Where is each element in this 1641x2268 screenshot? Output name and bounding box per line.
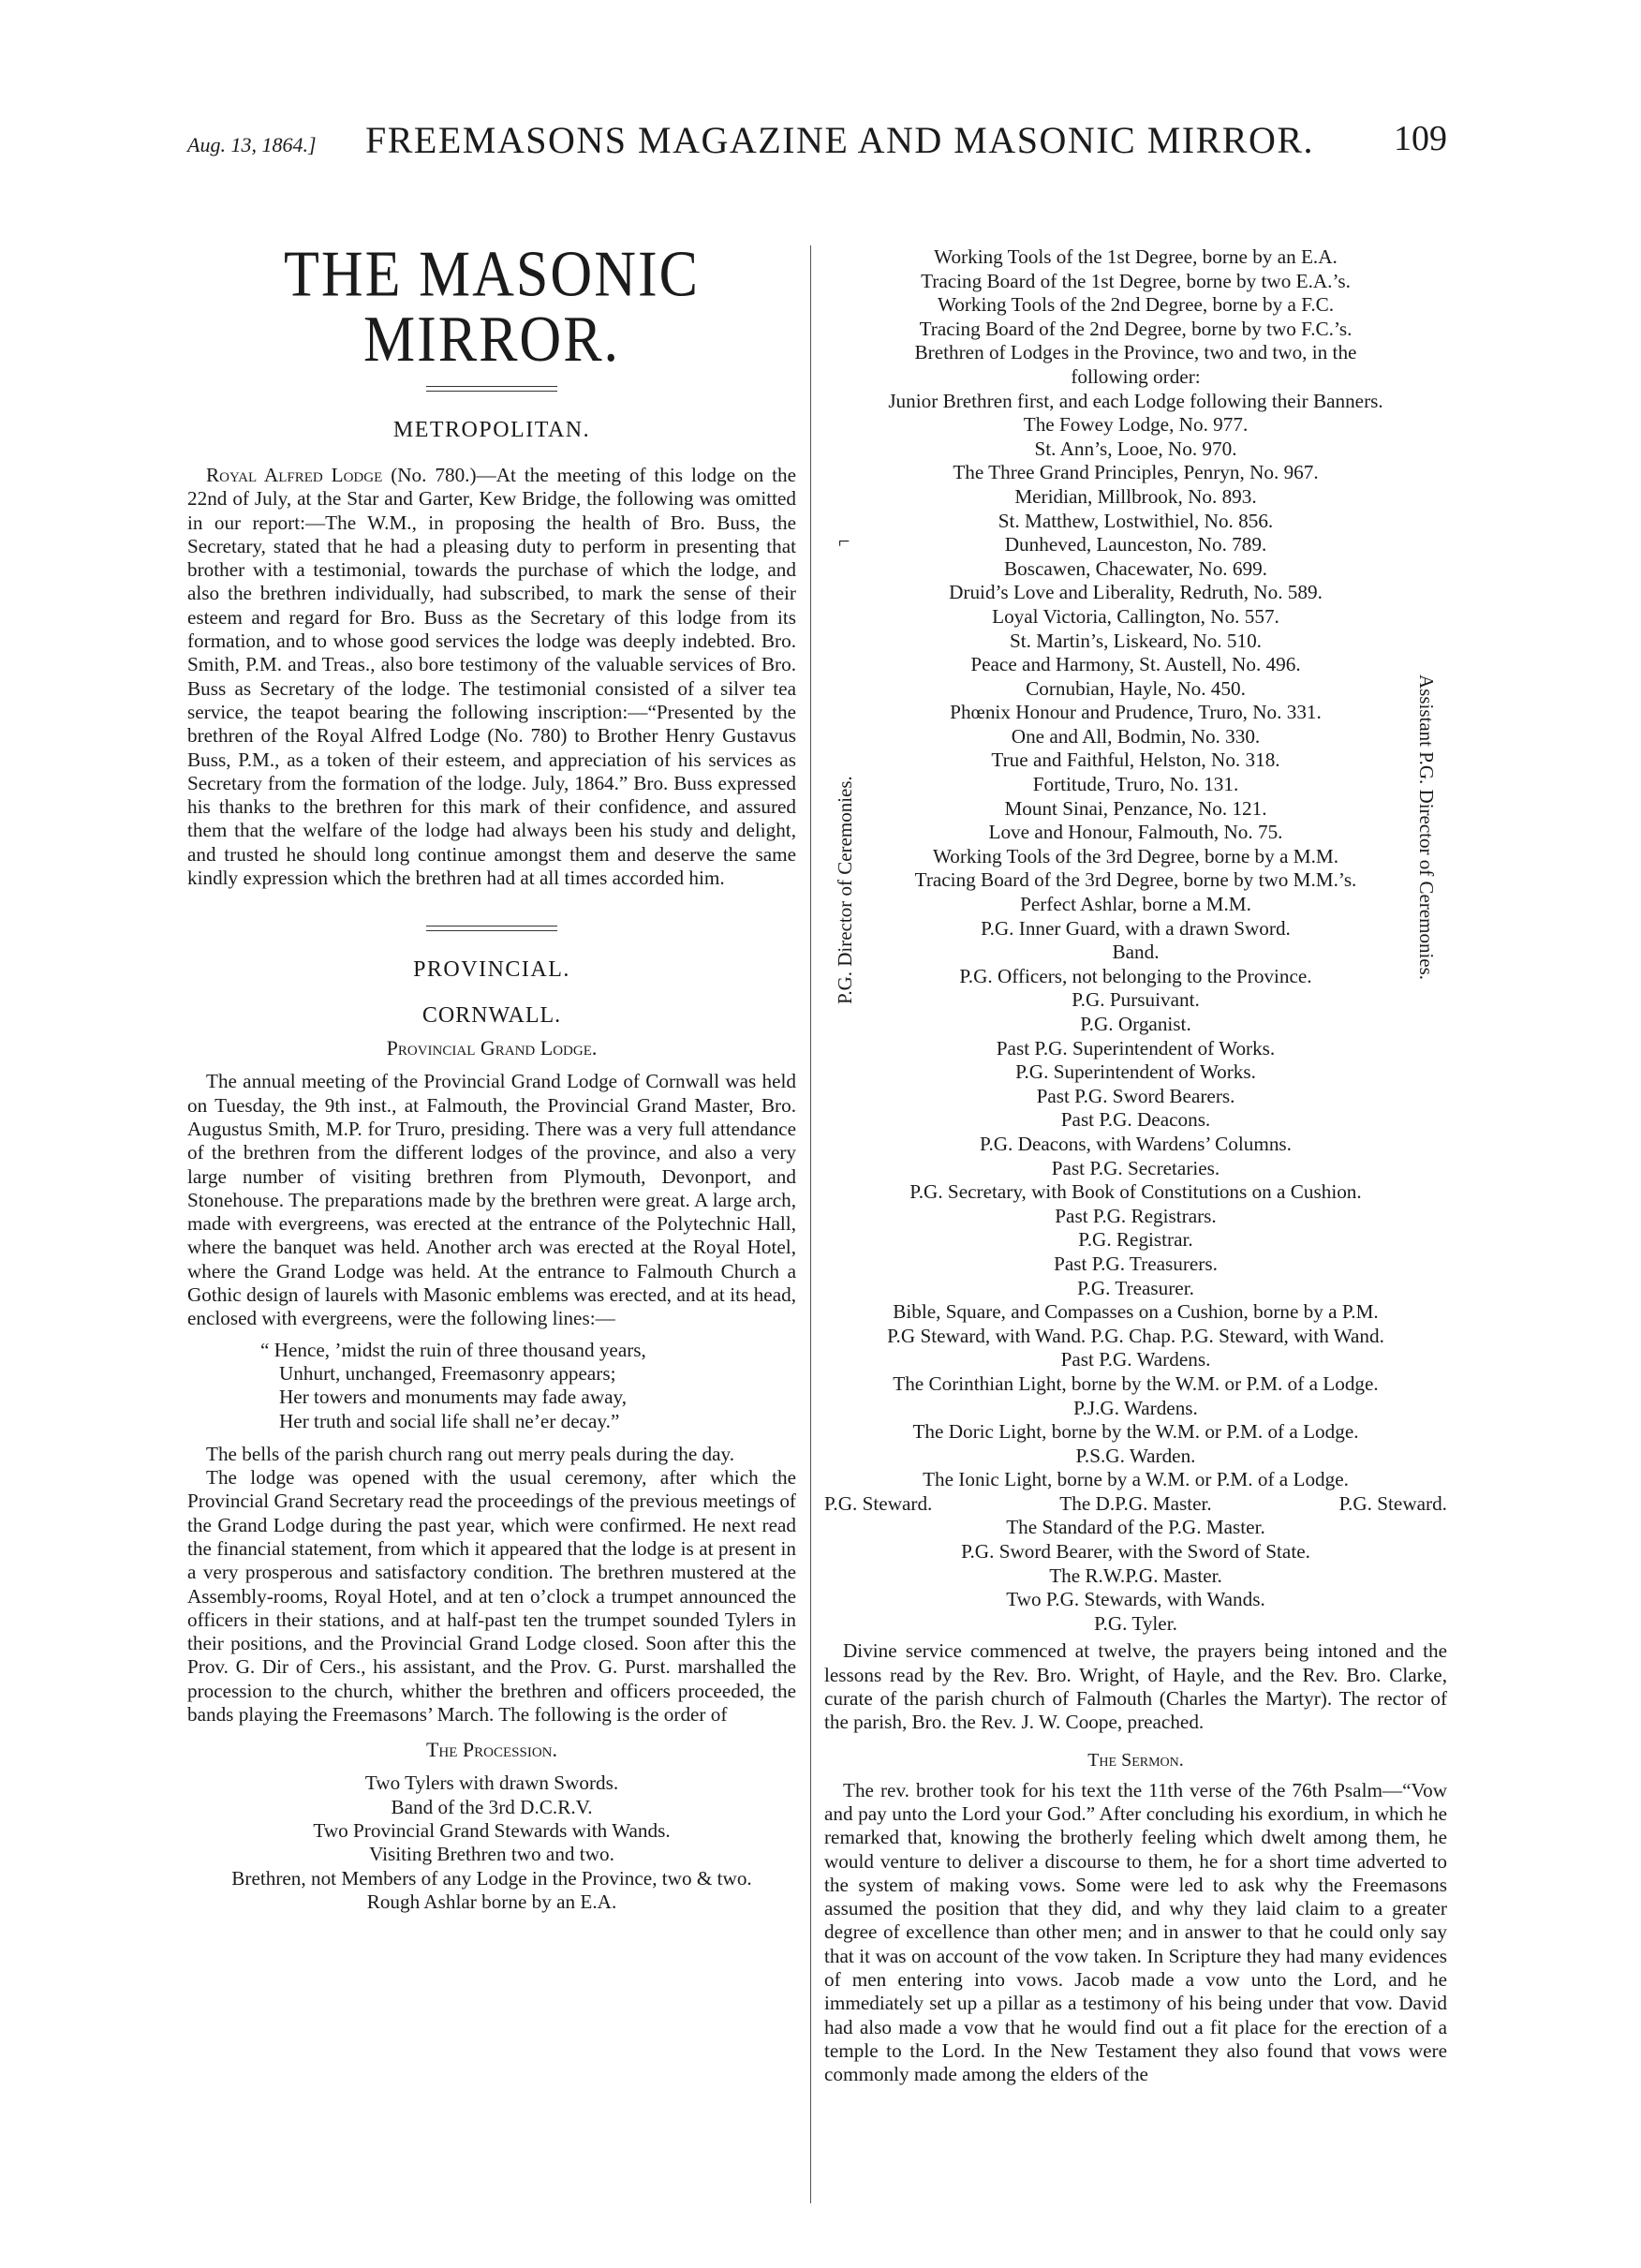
sermon-paragraph: The rev. brother took for his text the 11th verse of the 76th Psalm—“Vow and pay unto the Lord your God.” After concluding his exordium, in which he remarked that, knowing the brotherly feeling which dwelt among them, he would venture to deliver a discourse to them, he for a short time adverted to the system of making vows. Some were led to ask why the Freemasons assumed the position that they did, and why they laid claim to a greater degree of excellence than other men; and in answer to that he could only say that it was on account of the vow taken. In Scripture they had many evidences of men entering into vows. Jacob made a vow unto the Lord, and he immediately set up a pillar as a testimony of his being under that vow. David had also made a vow that he would find out a fit place for the erection of a temple to the Lord. In the New Testament they also found that vows were commonly made among the elders of the [824, 1778, 1447, 2086]
side-label-director: P.G. Director of Ceremonies. [834, 776, 856, 1004]
royal-alfred-lead: Royal Alfred Lodge [206, 464, 383, 486]
verse-line: “ Hence, ’midst the ruin of three thousand years, [260, 1338, 646, 1361]
procession-order-line: Tracing Board of the 2nd Degree, borne by two F.C.’s. [919, 317, 1353, 340]
procession-order-line: Working Tools of the 1st Degree, borne by an E.A. [934, 245, 1338, 268]
verse-line: Her towers and monuments may fade away, [279, 1386, 628, 1409]
stewards-row [824, 1492, 1447, 1517]
procession-line: Brethren, not Members of any Lodge in the Province, two & two. [231, 1866, 752, 1890]
page-number: 109 [1394, 119, 1447, 158]
grand-lodge-heading: Provincial Grand Lodge. [386, 1036, 598, 1060]
procession-order-line: Meridian, Millbrook, No. 893. [1014, 484, 1257, 508]
bells-paragraph: The bells of the parish church rang out merry peals during the day. [206, 1442, 735, 1465]
procession-order-line: Past P.G. Wardens. [1060, 1348, 1211, 1371]
procession-order-line: Bible, Square, and Compasses on a Cushion, borne by a P.M. [893, 1300, 1379, 1324]
procession-order-line: Past P.G. Deacons. [1060, 1108, 1211, 1132]
procession-line: Band of the 3rd D.C.R.V. [391, 1795, 593, 1818]
procession-order-line: Working Tools of the 2nd Degree, borne by a F.C. [937, 293, 1335, 317]
royal-alfred-text: (No. 780.)—At the meeting of this lodge on the 22nd of July, at the Star and Garter, Kew Bridge, the following was omitted in our report:—The W.M., in proposing the health of Bro. Buss, the Secretary, stated that he had a pleasing duty to perform in presenting that brother with a testimonial, towards the purchase of which the lodge, and also the brethren individually, had subscribed, to mark the sense of their esteem and regard for Bro. Buss as the Secretary of this lodge from its formation, and to whose good services the lodge was deeply indebted. Bro. Smith, P.M. and Treas., also bore testimony of the valuable services of Bro. Buss as Secretary of the lodge. The testimonial consisted of a silver tea service, the teapot bearing the following inscription:—“Presented by the brethren of the Royal Alfred Lodge (No. 780) to Brother Henry Gustavus Buss, P.M., as a token of their esteem, and appreciation of his services as Secretary from the formation of the lodge. July, 1864.” Bro. Buss expressed his thanks to the brethren for this mark of their confidence, and assured them that the welfare of the lodge had always been his study and delight, and trusted he should long continue amongst them and deserve the same kindly expression which the brethren had at all times accorded him. [187, 464, 797, 890]
double-rule [426, 926, 557, 931]
cornwall-heading: CORNWALL. [421, 1003, 562, 1029]
procession-order-line: St. Ann’s, Looe, No. 970. [1034, 437, 1237, 460]
dpg-master: The D.P.G. Master. [1059, 1491, 1212, 1515]
procession-order-line: P.G. Superintendent of Works. [1015, 1060, 1256, 1084]
verse-block [260, 1339, 796, 1433]
procession-order-list [824, 245, 1447, 1492]
procession-line: Two Tylers with drawn Swords. [364, 1771, 619, 1795]
procession-order-line: P.G. Tyler. [1094, 1611, 1177, 1635]
procession-order-line: The Three Grand Principles, Penryn, No. 967. [953, 461, 1319, 484]
procession-order-list-end [824, 1516, 1447, 1636]
double-rule [426, 386, 557, 392]
procession-order-line: Dunheved, Launceston, No. 789. [1004, 533, 1267, 556]
procession-order-line: P.G Steward, with Wand. P.G. Chap. P.G. Steward, with Wand. [887, 1324, 1384, 1347]
procession-order-line: Love and Honour, Falmouth, No. 75. [988, 821, 1283, 844]
procession-order-line: P.G. Deacons, with Wardens’ Columns. [980, 1132, 1292, 1155]
margin-mark: ⌐ [838, 529, 850, 553]
procession-order-line: Past P.G. Registrars. [1055, 1204, 1217, 1227]
procession-order-line: St. Martin’s, Liskeard, No. 510. [1010, 629, 1262, 652]
right-column [824, 245, 1447, 2086]
procession-order-line: Past P.G. Superintendent of Works. [996, 1036, 1276, 1060]
header-title: FREEMASONS MAGAZINE AND MASONIC MIRROR. [365, 119, 1315, 161]
procession-order-line: The Corinthian Light, borne by the W.M. or P.M. of a Lodge. [893, 1371, 1379, 1395]
procession-order-line: Two P.G. Stewards, with Wands. [1006, 1588, 1265, 1611]
annual-meeting-paragraph: The annual meeting of the Provincial Grand Lodge of Cornwall was held on Tuesday, the 9th inst., at Falmouth, the Provincial Grand Master, Bro. Augustus Smith, M.P. for Truro, presiding. There was a very full attendance of the brethren from the different lodges of the province, and also a very large number of visiting brethren from Plymouth, Devonport, and Stonehouse. The preparations made by the brethren were great. A large arch, made with evergreens, was erected at the entrance of the Polytechnic Hall, where the banquet was held. Another arch was erected at the Royal Hotel, where the Grand Lodge was held. At the entrance to Falmouth Church a Gothic design of laurels with Masonic emblems was erected, and at its head, enclosed with evergreens, were the following lines:— [187, 1070, 796, 1330]
procession-order-line: Past P.G. Secretaries. [1051, 1156, 1220, 1179]
procession-order-line: P.G. Inner Guard, with a drawn Sword. [981, 916, 1291, 940]
procession-order-line: P.G. Pursuivant. [1072, 988, 1200, 1012]
procession-order-line: P.G. Sword Bearer, with the Sword of State. [961, 1540, 1310, 1564]
sermon-heading: The Sermon. [1087, 1749, 1184, 1771]
procession-order-line: P.S.G. Warden. [1075, 1444, 1196, 1467]
header-date: Aug. 13, 1864.] [187, 133, 317, 156]
procession-order-line: Fortitude, Truro, No. 131. [1032, 773, 1239, 796]
procession-order-line: The R.W.P.G. Master. [1049, 1564, 1222, 1587]
royal-alfred-paragraph [187, 464, 796, 890]
metropolitan-heading: METROPOLITAN. [392, 418, 591, 442]
procession-order-line: Junior Brethren first, and each Lodge following their Banners. [888, 389, 1383, 412]
procession-order-line: P.G. Secretary, with Book of Constitutions on a Cushion. [909, 1180, 1362, 1204]
procession-order-line: The Fowey Lodge, No. 977. [1023, 413, 1249, 437]
procession-order-line: True and Faithful, Helston, No. 318. [991, 749, 1280, 772]
procession-order-line: following order: [1071, 364, 1201, 388]
procession-order-line: P.G. Registrar. [1078, 1228, 1193, 1252]
procession-heading: The Procession. [425, 1738, 558, 1762]
procession-order-line: Tracing Board of the 1st Degree, borne by two E.A.’s. [921, 269, 1351, 292]
procession-order-line: P.J.G. Wardens. [1073, 1396, 1198, 1419]
procession-line: Visiting Brethren two and two. [369, 1843, 614, 1866]
procession-order-line: The Doric Light, borne by the W.M. or P.M. of a Lodge. [912, 1420, 1359, 1444]
procession-order-line: P.G. Treasurer. [1077, 1276, 1194, 1299]
procession-order-line: Past P.G. Treasurers. [1054, 1252, 1218, 1275]
procession-line: Rough Ashlar borne by an E.A. [366, 1890, 617, 1913]
procession-order-line: Past P.G. Sword Bearers. [1036, 1084, 1235, 1107]
verse-line: Unhurt, unchanged, Freemasonry appears; [279, 1361, 616, 1385]
procession-order-line: Phœnix Honour and Prudence, Truro, No. 331. [950, 701, 1322, 724]
procession-order-line: One and All, Bodmin, No. 330. [1011, 724, 1261, 748]
procession-order-line: The Ionic Light, borne by a W.M. or P.M. of a Lodge. [923, 1468, 1349, 1491]
procession-order-line: P.G. Officers, not belonging to the Province. [959, 964, 1312, 987]
procession-line: Two Provincial Grand Stewards with Wands. [313, 1818, 671, 1842]
procession-order-line: Mount Sinai, Penzance, No. 121. [1004, 796, 1267, 820]
side-label-assistant-director: Assistant P.G. Director of Ceremonies. [1415, 674, 1438, 981]
procession-order-line: The Standard of the P.G. Master. [1006, 1516, 1265, 1539]
procession-order-line: St. Matthew, Lostwithiel, No. 856. [998, 509, 1274, 532]
verse-line: Her truth and social life shall ne’er decay.” [279, 1409, 620, 1432]
procession-order-line: Boscawen, Chacewater, No. 699. [1004, 556, 1267, 580]
procession-order-line: Loyal Victoria, Callington, No. 557. [992, 604, 1279, 628]
procession-order-line: Druid’s Love and Liberality, Redruth, No. 589. [949, 581, 1323, 604]
procession-order-line: Brethren of Lodges in the Province, two and two, in the [914, 341, 1357, 364]
procession-order-line: Peace and Harmony, St. Austell, No. 496. [970, 653, 1301, 676]
procession-order-line: Cornubian, Hayle, No. 450. [1026, 676, 1246, 700]
procession-order-line: Perfect Ashlar, borne a M.M. [1020, 893, 1251, 916]
lodge-opened-paragraph: The lodge was opened with the usual ceremony, after which the Provincial Grand Secretary read the proceedings of the previous meetings of the Grand Lodge during the past year, which were confirmed. He next read the financial statement, from which it appeared that the lodge is at present in a very prosperous and satisfactory condition. The brethren mustered at the Assembly-rooms, Royal Hotel, and at ten o’clock a trumpet announced the officers in their stations, and at half-past ten the trumpet sounded Tylers in their positions, and the Provincial Grand Lodge closed. Soon after this the Prov. G. Dir of Cers., his assistant, and the Prov. G. Purst. marshalled the procession to the church, whither the brethren and officers proceeded, the bands playing the Freemasons’ March. The following is the order of [187, 1466, 796, 1727]
running-header [187, 112, 1447, 169]
procession-order-line: Tracing Board of the 3rd Degree, borne by two M.M.’s. [914, 868, 1357, 892]
procession-order-line: Band. [1112, 941, 1160, 964]
steward-left: P.G. Steward. [824, 1491, 933, 1515]
procession-order-line: P.G. Organist. [1080, 1013, 1191, 1035]
section-title: THE MASONIC MIRROR. [284, 239, 700, 376]
provincial-heading: PROVINCIAL. [413, 957, 570, 983]
steward-right: P.G. Steward. [1338, 1491, 1447, 1515]
procession-order-line: Working Tools of the 3rd Degree, borne by a M.M. [932, 844, 1339, 867]
column-divider [810, 245, 811, 2203]
left-column [187, 239, 797, 1914]
divine-service-paragraph: Divine service commenced at twelve, the prayers being intoned and the lessons read by the Rev. Bro. Wright, of Hayle, and the Rev. Bro. Clarke, curate of the parish church of Falmouth (Charles the Martyr). The rector of the parish, Bro. the Rev. J. W. Coope, preached. [824, 1639, 1447, 1734]
